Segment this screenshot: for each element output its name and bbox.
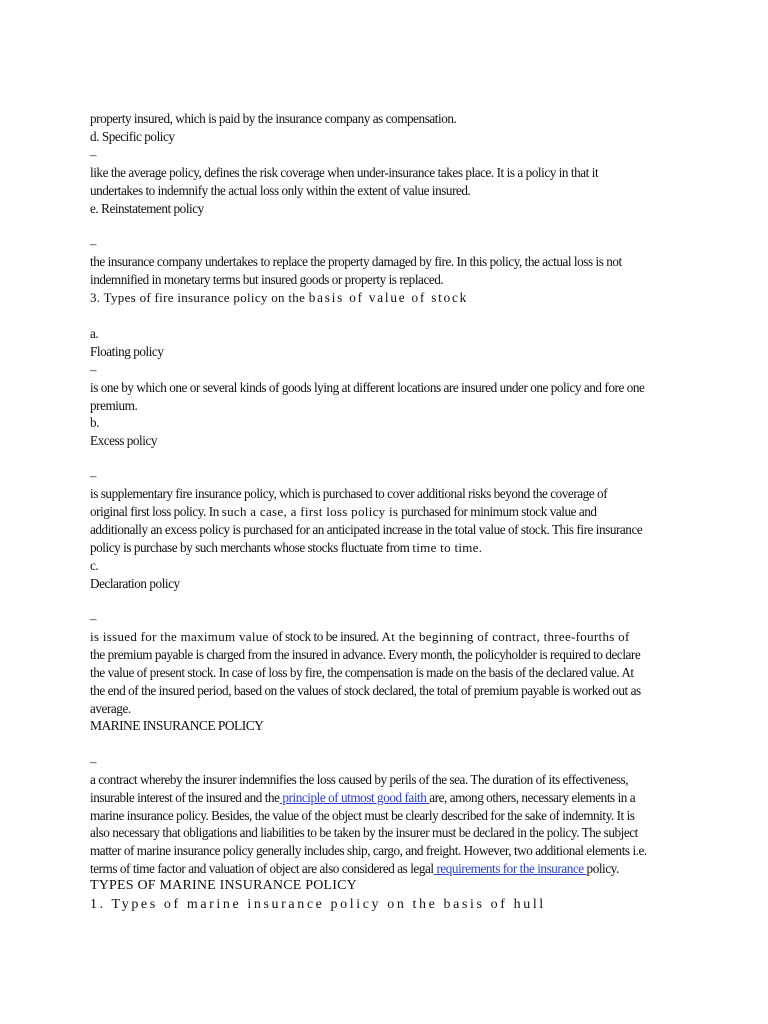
text-line: the end of the insured period, based on the values of stock declared, the total of premium payable is worked out as [90, 683, 641, 698]
subheading-declaration-policy: Declaration policy [90, 576, 180, 591]
text-span: policy. [586, 861, 619, 876]
text-line: additionally an excess policy is purchased for an anticipated increase in the total value of stock. This fire insurance [90, 522, 643, 537]
text-line: also necessary that obligations and liabilities to be taken by the insurer must be declared in the policy. The subject [90, 825, 638, 840]
text-line [90, 503, 597, 521]
text-line: the insurance company undertakes to replace the property damaged by fire. In this policy, the actual loss is not [90, 254, 622, 269]
dash: – [90, 468, 97, 483]
text-line: indemnified in monetary terms but insured goods or property is replaced. [90, 272, 444, 287]
text-line: marine insurance policy. Besides, the value of the object must be clearly described for the sake of indemnity. It is [90, 808, 635, 823]
link-requirements-for-the-insurance[interactable]: requirements for the insurance [433, 861, 587, 876]
text-span: of stock to be insured. [272, 629, 379, 644]
text-line: like the average policy, defines the risk coverage when under-insurance takes place. It is a policy in that it [90, 165, 599, 180]
subheading-reinstatement-policy: e. Reinstatement policy [90, 201, 204, 216]
text-line: matter of marine insurance policy generally includes ship, cargo, and freight. However, two additional elements i.e. [90, 843, 647, 858]
dash: – [90, 362, 97, 377]
text-span: terms of time factor and valuation of object are also considered as legal [90, 861, 434, 876]
section-heading-basis-of-hull: 1. Types of marine insurance policy on the basis of hull [90, 897, 546, 912]
dash: – [90, 147, 97, 162]
dash: – [90, 754, 97, 769]
heading-types-of-marine-insurance-policy: TYPES OF MARINE INSURANCE POLICY [90, 878, 357, 893]
heading-text: 3. Types of fire insurance policy on the [90, 290, 309, 305]
list-marker-a: a. [90, 326, 99, 341]
text-span: such a case, a first loss policy is [221, 504, 399, 519]
heading-text-spaced: basis of value of stock [308, 290, 469, 305]
section-heading-value-of-stock [90, 289, 468, 307]
text-span: At the beginning of contract, three-fourths of [378, 629, 630, 644]
subheading-specific-policy: d. Specific policy [90, 129, 175, 144]
text-line: a contract whereby the insurer indemnifies the loss caused by perils of the sea. The duration of its effectiveness, [90, 772, 629, 787]
text-span: policy is purchase by such merchants whose stocks fluctuate from [90, 540, 413, 555]
text-line: is supplementary fire insurance policy, which is purchased to cover additional risks beyond the coverage of [90, 486, 608, 501]
text-line [90, 628, 630, 646]
heading-marine-insurance-policy: MARINE INSURANCE POLICY [90, 718, 264, 733]
text-span: purchased for minimum stock value and [398, 504, 597, 519]
subheading-excess-policy: Excess policy [90, 433, 158, 448]
text-span: is issued for the maximum value [90, 629, 273, 644]
text-line: the value of present stock. In case of loss by fire, the compensation is made on the basis of the declared value. At [90, 665, 634, 680]
text-span: are, among others, necessary elements in a [429, 790, 636, 805]
text-span: time to time. [412, 540, 483, 555]
text-span: insurable interest of the insured and the [90, 790, 280, 805]
text-line: the premium payable is charged from the insured in advance. Every month, the policyholder is required to declare [90, 647, 641, 662]
text-span: original first loss policy. In [90, 504, 222, 519]
subheading-floating-policy: Floating policy [90, 344, 164, 359]
dash: – [90, 611, 97, 626]
link-principle-of-utmost-good-faith[interactable]: principle of utmost good faith [279, 790, 430, 805]
text-line: undertakes to indemnify the actual loss only within the extent of value insured. [90, 183, 471, 198]
text-line [90, 860, 619, 878]
dash: – [90, 236, 97, 251]
text-line: premium. [90, 398, 138, 413]
list-marker-b: b. [90, 415, 99, 430]
text-line [90, 789, 635, 807]
list-marker-c: c. [90, 558, 99, 573]
text-line [90, 539, 482, 557]
text-line: property insured, which is paid by the insurance company as compensation. [90, 111, 457, 126]
text-line: is one by which one or several kinds of goods lying at different locations are insured under one policy and fore one [90, 380, 645, 395]
text-line: average. [90, 701, 131, 716]
